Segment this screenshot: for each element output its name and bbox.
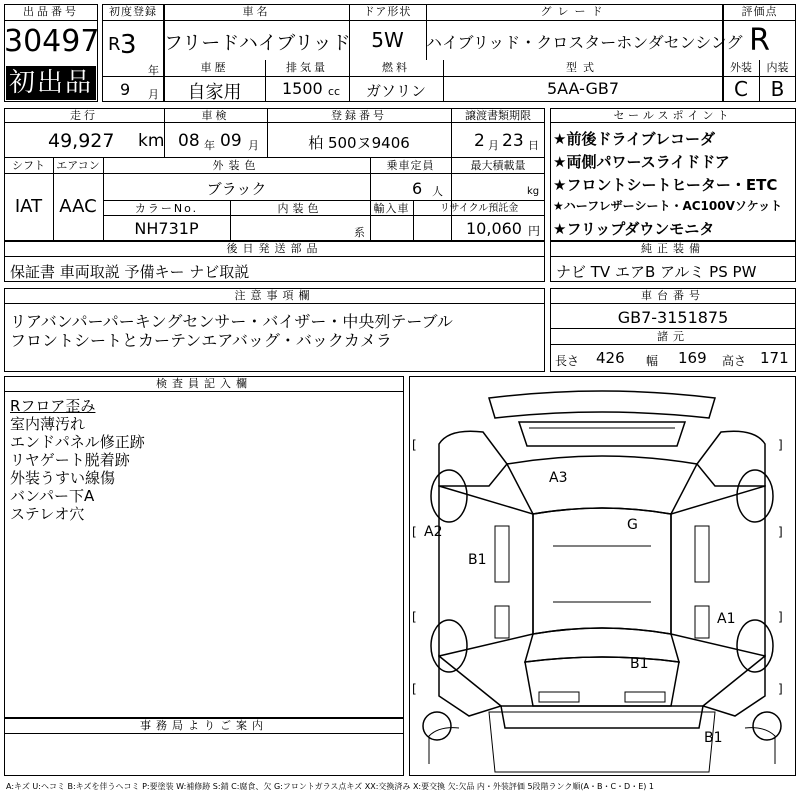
capacity-label: 乗車定員 bbox=[386, 159, 435, 172]
damage-mark-b1-rear: B1 bbox=[630, 656, 649, 672]
equip-value: ナビ TV エアB アルミ PS PW bbox=[556, 263, 757, 281]
sales-point-2: ★両側パワースライドドア bbox=[553, 153, 730, 171]
color-no-value: NH731P bbox=[134, 219, 199, 238]
inspector-line-1: Rフロア歪み bbox=[10, 397, 96, 415]
car-diagram bbox=[409, 376, 796, 776]
first-listing-badge: 初出品 bbox=[6, 66, 96, 100]
legend-text: A:キズ U:ヘコミ B:キズを伴うヘコミ P:要塗装 W:補修跡 S:錆 C:腐食、欠 G:フロントガラス点キズ XX:交換済み X:要交換 欠:欠品 内・外装評価 5段階ランク順(A・B・C・D・E) 1 bbox=[6, 782, 655, 791]
grade-label: グレード bbox=[540, 5, 609, 18]
inspection-year: 08 bbox=[178, 131, 200, 151]
fuel-label: 燃料 bbox=[382, 61, 410, 74]
door-value: 5W bbox=[371, 28, 404, 52]
inspection-year-unit: 年 bbox=[204, 139, 215, 152]
damage-mark-a3: A3 bbox=[549, 470, 568, 486]
shift-value: IAT bbox=[14, 196, 43, 217]
sales-point-1: ★前後ドライブレコーダ bbox=[553, 130, 715, 148]
inspector-line-3: エンドパネル修正跡 bbox=[10, 433, 145, 451]
notes-line2: フロントシートとカーテンエアバッグ・バックカメラ bbox=[10, 331, 392, 350]
sales-point-5: ★フリップダウンモニタ bbox=[553, 220, 715, 238]
recycle-value: 10,060 bbox=[466, 219, 522, 238]
inspector-line-6: バンパー下A bbox=[10, 487, 95, 505]
score-value: R bbox=[749, 23, 770, 58]
import-label: 輸入車 bbox=[373, 202, 410, 215]
inspection-month: 09 bbox=[220, 131, 242, 151]
displacement-unit: cc bbox=[328, 85, 341, 98]
first-reg-year: 3 bbox=[120, 30, 137, 60]
height-value: 171 bbox=[760, 349, 789, 367]
ac-value: AAC bbox=[59, 196, 97, 217]
damage-mark-b1-bottom: B1 bbox=[704, 730, 723, 746]
score-label: 評価点 bbox=[741, 5, 778, 18]
inspector-line-5: 外装うすい線傷 bbox=[10, 469, 116, 487]
capacity-unit: 人 bbox=[432, 185, 443, 198]
int-color-label: 内装色 bbox=[277, 202, 323, 215]
interior-value: B bbox=[770, 77, 785, 101]
displacement-value: 1500 bbox=[282, 79, 323, 98]
capacity-value: 6 bbox=[412, 179, 423, 198]
fuel-value: ガソリン bbox=[365, 82, 426, 100]
plate-value: 柏 500ヌ9406 bbox=[308, 134, 410, 152]
sales-point-4: ★ハーフレザーシート・AC100Vソケット bbox=[553, 199, 783, 213]
type-value: 5AA-GB7 bbox=[546, 79, 620, 98]
grade-value: ハイブリッド・クロスターホンダセンシング bbox=[426, 33, 743, 52]
later-parts-label: 後日発送部品 bbox=[226, 242, 323, 255]
displacement-label: 排気量 bbox=[286, 61, 328, 74]
later-parts-value: 保証書 車両取説 予備キー ナビ取説 bbox=[10, 263, 250, 281]
plate-label: 登録番号 bbox=[331, 109, 387, 122]
inspection-month-unit: 月 bbox=[248, 139, 259, 152]
notes-label: 注意事項欄 bbox=[234, 289, 315, 302]
inspector-line-7: ステレオ穴 bbox=[10, 505, 85, 523]
chassis-value: GB7-3151875 bbox=[617, 308, 729, 327]
inspector-label: 検査員記入欄 bbox=[156, 377, 252, 390]
lot-number: 30497 bbox=[4, 24, 100, 59]
int-color-unit: 系 bbox=[354, 226, 365, 239]
inspector-line-4: リヤゲート脱着跡 bbox=[10, 451, 130, 469]
transfer-month-unit: 月 bbox=[488, 139, 499, 152]
dims-label: 諸元 bbox=[657, 330, 689, 343]
notes-line1: リアバンパーパーキングセンサー・バイザー・中央列テーブル bbox=[10, 312, 453, 331]
model-name: フリードハイブリッド bbox=[164, 32, 351, 54]
load-unit: kg bbox=[527, 186, 540, 197]
color-value: ブラック bbox=[206, 180, 267, 198]
height-label: 高さ bbox=[722, 354, 747, 368]
history-value: 自家用 bbox=[187, 82, 242, 103]
office-label: 事務局よりご案内 bbox=[140, 719, 268, 732]
door-label: ドア形状 bbox=[363, 5, 412, 18]
sales-point-3: ★フロントシートヒーター・ETC bbox=[553, 176, 778, 194]
load-label: 最大積載量 bbox=[470, 159, 526, 172]
transfer-day: 23 bbox=[502, 131, 524, 151]
history-label: 車歴 bbox=[200, 61, 229, 74]
ac-label: エアコン bbox=[56, 159, 100, 172]
color-no-label: カラーNo. bbox=[134, 202, 199, 215]
month-unit: 月 bbox=[148, 88, 159, 101]
equip-label: 純正装備 bbox=[641, 242, 705, 255]
mileage-unit: km bbox=[138, 131, 165, 151]
lot-label: 出品番号 bbox=[23, 5, 79, 18]
sales-label: セールスポイント bbox=[613, 109, 733, 122]
damage-mark-a2: A2 bbox=[424, 524, 443, 540]
mileage-label: 走行 bbox=[70, 109, 98, 122]
width-label: 幅 bbox=[646, 354, 659, 368]
damage-mark-b1-left: B1 bbox=[468, 552, 487, 568]
length-label: 長さ bbox=[555, 354, 580, 368]
shift-label: シフト bbox=[12, 159, 45, 172]
width-value: 169 bbox=[678, 349, 707, 367]
first-reg-label: 初度登録 bbox=[109, 5, 157, 18]
first-reg-era: R bbox=[108, 34, 121, 55]
year-unit: 年 bbox=[148, 64, 159, 77]
inspection-label: 車検 bbox=[201, 109, 230, 122]
model-label: 車名 bbox=[242, 5, 271, 18]
exterior-label: 外装 bbox=[730, 61, 752, 74]
color-label: 外装色 bbox=[212, 159, 261, 172]
first-reg-month: 9 bbox=[120, 80, 131, 99]
transfer-day-unit: 日 bbox=[528, 139, 539, 152]
length-value: 426 bbox=[596, 349, 625, 367]
damage-mark-g: G bbox=[627, 517, 638, 533]
recycle-label: リサイクル預託金 bbox=[439, 203, 519, 214]
transfer-month: 2 bbox=[474, 131, 485, 151]
exterior-value: C bbox=[734, 77, 748, 101]
inspector-line-2: 室内薄汚れ bbox=[10, 415, 86, 433]
mileage-value: 49,927 bbox=[48, 130, 115, 152]
recycle-unit: 円 bbox=[528, 224, 541, 238]
chassis-label: 車台番号 bbox=[641, 289, 705, 302]
interior-label: 内装 bbox=[766, 61, 789, 74]
type-label: 型式 bbox=[566, 61, 600, 74]
transfer-label: 譲渡書類期限 bbox=[465, 109, 531, 122]
damage-mark-a1: A1 bbox=[717, 611, 736, 627]
